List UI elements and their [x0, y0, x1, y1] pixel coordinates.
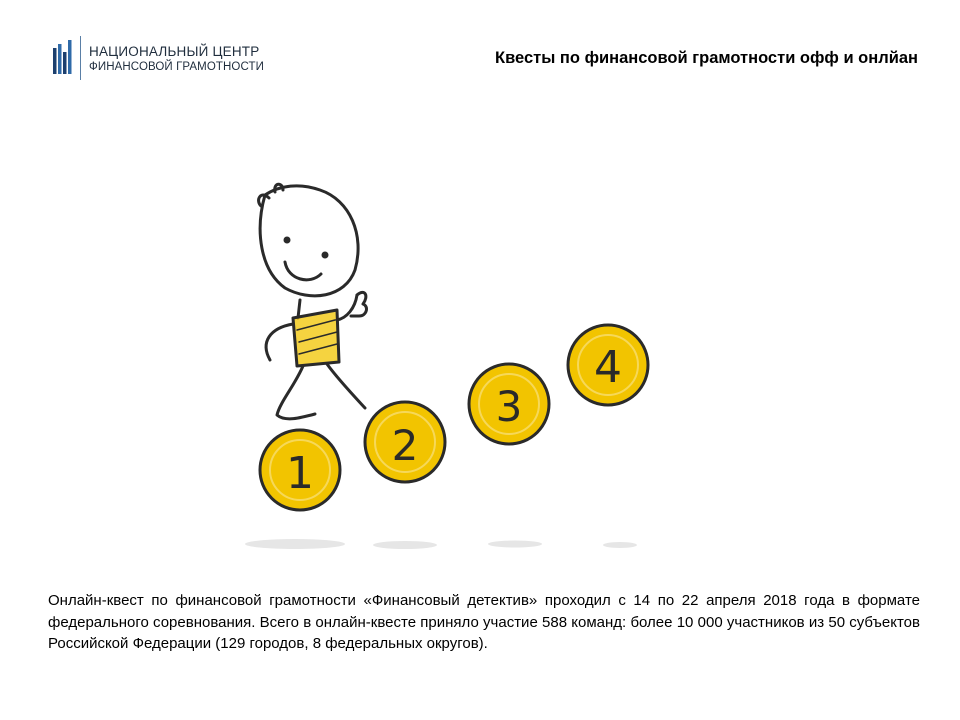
description-paragraph: Онлайн-квест по финансовой грамотности «Финансовый детектив» проходил с 14 по 22 апреля 2018 года в формате федерального соревнования. Всего в онлайн-квесте приняло участие 588 команд: более 10 000 участников из 50 субъектов Российской Федерации (129 городов, 8 федеральных округов).: [48, 592, 920, 652]
coin-4-label: 4: [594, 342, 622, 393]
logo-text: [89, 43, 264, 74]
logo: [52, 36, 264, 80]
slide-title: Квесты по финансовой грамотности офф и онлйан: [495, 49, 918, 67]
logo-bars-icon: [52, 38, 72, 78]
shadow-4: [603, 542, 637, 548]
stick-figure: [259, 184, 367, 419]
logo-line2: ФИНАНСОВОЙ ГРАМОТНОСТИ: [89, 60, 264, 73]
shadow-3: [488, 541, 542, 548]
coin-1-label: 1: [286, 448, 314, 499]
coin-3-label: 3: [495, 382, 523, 431]
shadow-2: [373, 541, 437, 549]
logo-divider: [80, 36, 81, 80]
shadow-1: [245, 539, 345, 549]
coin-2-label: 2: [391, 421, 419, 470]
stick-figure-coins-illustration: [225, 170, 665, 560]
logo-line1: НАЦИОНАЛЬНЫЙ ЦЕНТР: [89, 43, 260, 59]
